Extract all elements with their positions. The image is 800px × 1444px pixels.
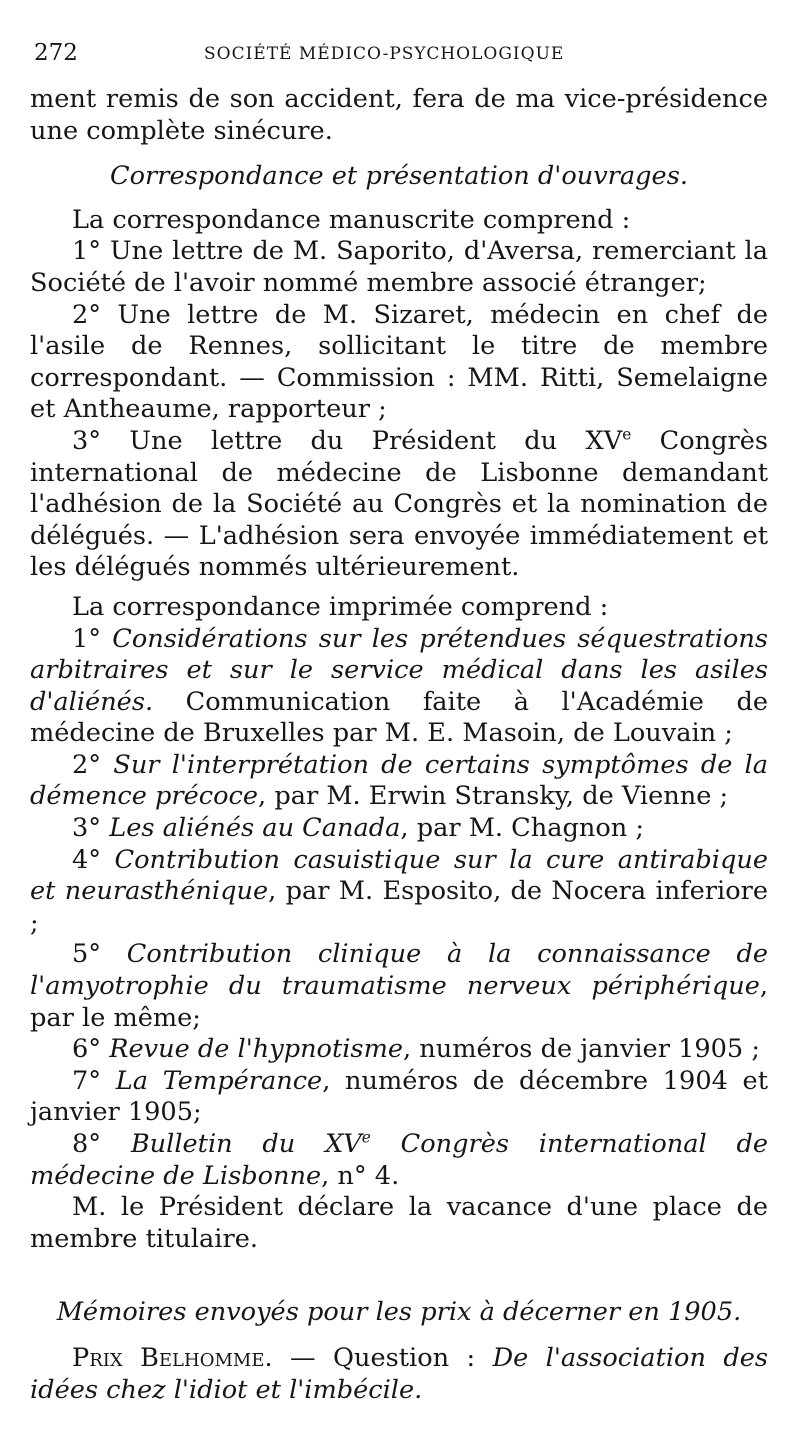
- paragraph-manuscrite-intro: La correspondance manuscrite comprend :: [72, 204, 631, 235]
- list-item-manuscrite-2: 2° Une lettre de M. Sizaret, médecin en chef de l'asile de Rennes, sollicitant le titre de membre correspondant. — Commission : MM. Ritti, Semelaigne et Antheaume, rapporteur ;: [30, 299, 768, 425]
- prize-label: Prix Belhomme.: [72, 1342, 273, 1373]
- work-title: Les aliénés au Canada: [109, 813, 401, 844]
- paragraph-prix-belhomme: [30, 1343, 768, 1406]
- text-fragment: Congrès international de médecine de Lisbonne demandant l'adhésion de la Société au Congrès et la nomination de délégués. — L'adhésion sera envoyée immédiatement et les délégués nommés ultérieurement.: [30, 425, 768, 583]
- list-item-imprimee-4: [30, 845, 768, 940]
- page-number: 272: [34, 40, 78, 66]
- item-detail: Communication faite à l'Académie de médecine de Bruxelles par M. E. Masoin, de Louvain ;: [30, 686, 768, 749]
- item-number: 6°: [72, 1034, 110, 1065]
- superscript: e: [361, 1128, 371, 1147]
- section-heading-correspondance: Correspondance et présentation d'ouvrages.: [110, 161, 688, 192]
- item-detail: , par M. Erwin Stransky, de Vienne ;: [258, 781, 729, 812]
- item-detail: , par M. Esposito, de Nocera inferiore ;: [30, 876, 769, 938]
- page-header: [34, 38, 770, 78]
- item-number: 3°: [72, 813, 110, 844]
- item-number: 7°: [72, 1065, 116, 1096]
- text-fragment: 3° Une lettre du Président du XV: [72, 425, 623, 456]
- item-number: 1°: [72, 623, 113, 654]
- list-item-imprimee-5: [30, 939, 768, 1034]
- list-item-imprimee-2: [30, 750, 768, 813]
- text-fragment: Congrès international de médecine de Lisbonne: [30, 1129, 769, 1191]
- work-title: Contribution clinique à la connaissance de l'amyotrophie du traumatisme nerveux périphérique: [30, 939, 769, 1002]
- list-item-imprimee-7: [30, 1066, 768, 1129]
- item-detail: , par le même;: [30, 971, 768, 1033]
- list-item-imprimee-8: [30, 1129, 768, 1192]
- text-fragment: — Question :: [272, 1342, 493, 1373]
- superscript: e: [622, 425, 632, 444]
- item-detail: , par M. Chagnon ;: [400, 813, 645, 844]
- item-number: 2°: [72, 749, 114, 780]
- list-item-imprimee-6: [30, 1034, 768, 1066]
- paragraph-vacance: M. le Président déclare la vacance d'une place de membre titulaire.: [30, 1192, 768, 1254]
- work-title: Contribution casuistique sur la cure antirabique et neurasthénique: [30, 844, 768, 907]
- item-detail: , numéros de janvier 1905 ;: [403, 1034, 760, 1065]
- item-detail: , numéros de décembre 1904 et janvier 1905;: [30, 1065, 768, 1128]
- item-detail: , n° 4.: [321, 1160, 400, 1191]
- item-number: 5°: [72, 939, 127, 970]
- text-fragment: Bulletin du XV: [130, 1129, 362, 1159]
- work-title: La Tempérance: [115, 1065, 323, 1096]
- item-number: 4°: [72, 844, 115, 875]
- work-title: Sur l'interprétation de certains symptômes de la démence précoce: [30, 749, 768, 812]
- paragraph-imprimee-intro: La correspondance imprimée comprend :: [72, 591, 609, 622]
- work-title: Considérations sur les prétendues séquestrations arbitraires et sur le service médical dans les asiles d'aliénés.: [30, 623, 768, 717]
- prize-question: De l'association des idées chez l'idiot et l'imbécile.: [30, 1342, 769, 1405]
- running-head: SOCIÉTÉ MÉDICO-PSYCHOLOGIQUE: [204, 44, 565, 64]
- list-item-manuscrite-1: 1° Une lettre de M. Saporito, d'Aversa, remerciant la Société de l'avoir nommé membre associé étranger;: [30, 236, 768, 298]
- work-title: Revue de l'hypnotisme: [109, 1034, 403, 1065]
- section-heading-memoires: Mémoires envoyés pour les prix à décerner en 1905.: [56, 1297, 742, 1328]
- page-body: [30, 84, 768, 1406]
- list-item-manuscrite-3: [30, 426, 768, 584]
- list-item-imprimee-1: [30, 624, 768, 750]
- paragraph-continuation: ment remis de son accident, fera de ma vice-présidence une complète sinécure.: [30, 84, 768, 146]
- item-number: 8°: [72, 1129, 131, 1159]
- list-item-imprimee-3: [30, 813, 768, 845]
